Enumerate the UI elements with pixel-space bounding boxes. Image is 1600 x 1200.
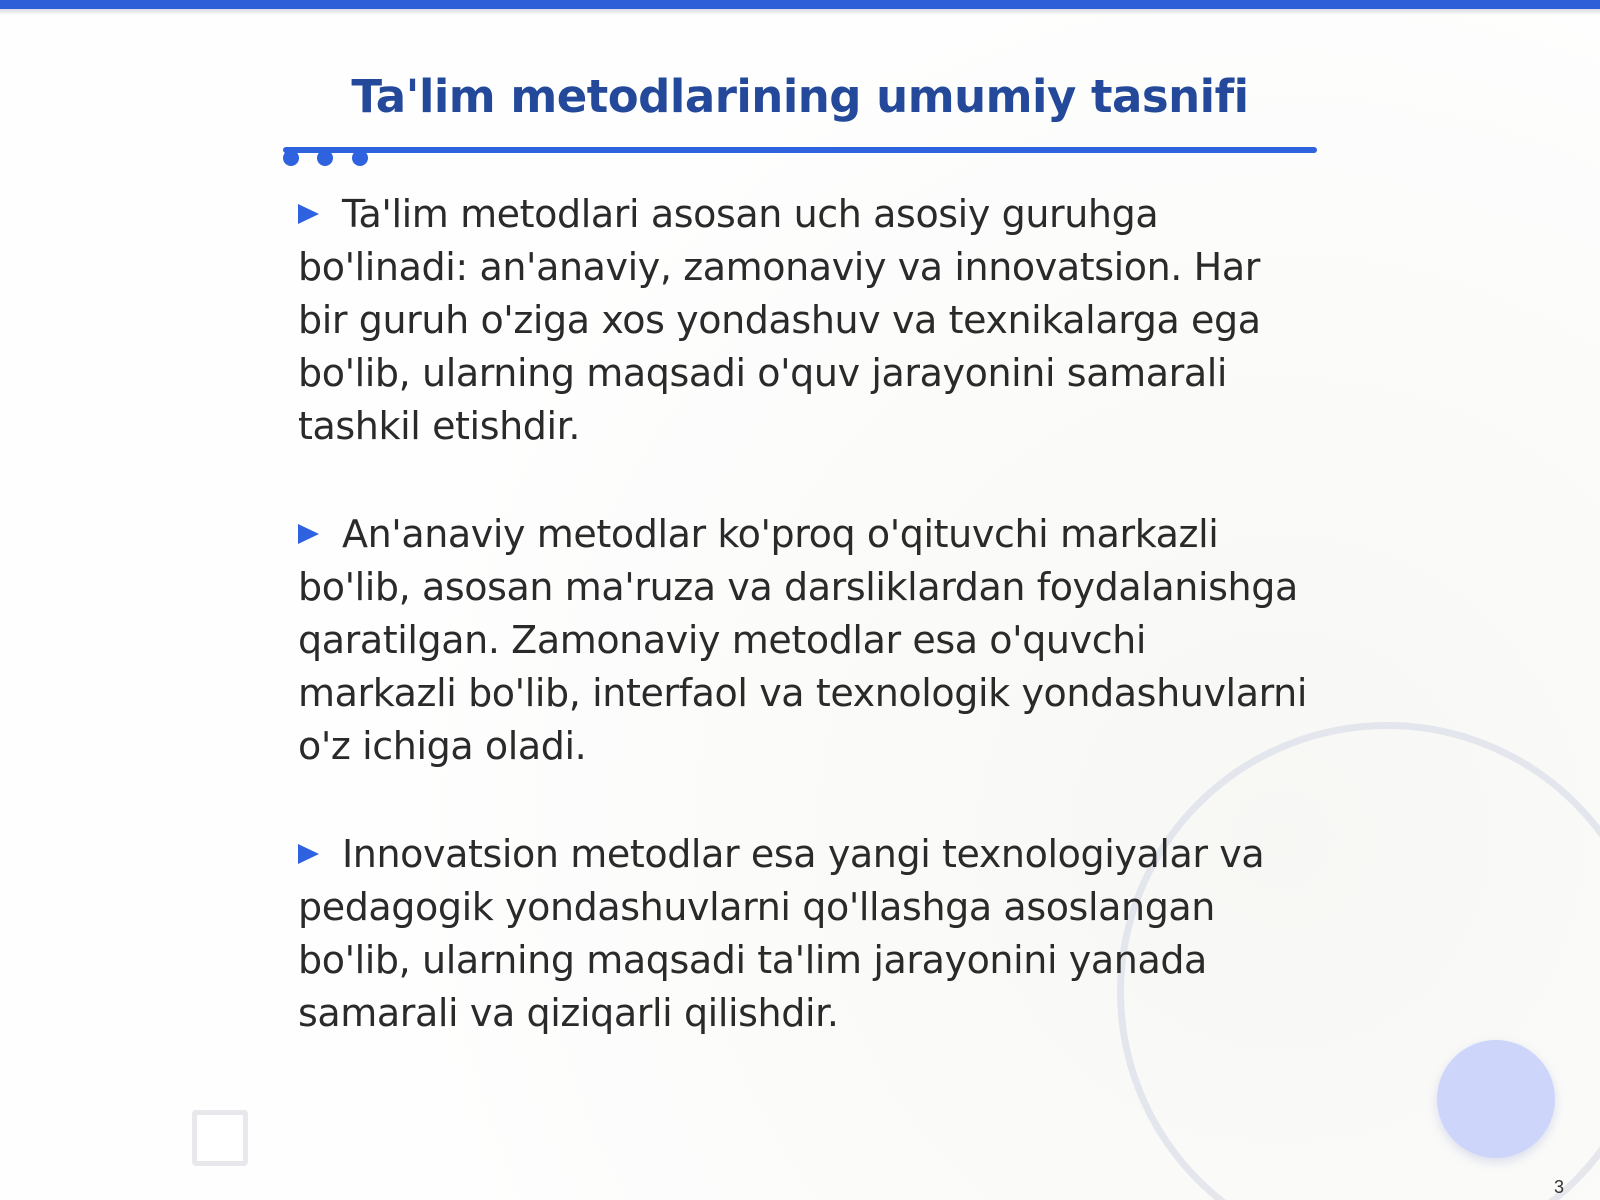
bullet-paragraph-3 [298, 828, 1308, 1040]
decorative-square [192, 1110, 248, 1166]
triangle-right-icon [298, 844, 319, 864]
top-accent-bar [0, 0, 1600, 9]
paragraph-text: Ta'lim metodlari asosan uch asosiy guruhga bo'linadi: an'anaviy, zamonaviy va innovatsion. Har bir guruh o'ziga xos yondashuv va texnikalarga ega bo'lib, ularning maqsadi o'quv jarayonini samarali tashkil etishdir. [298, 192, 1261, 448]
dot [352, 150, 368, 166]
title-underline [283, 147, 1317, 153]
bullet-paragraph-1 [298, 188, 1308, 453]
page-number: 3 [1553, 1177, 1564, 1197]
title-dots [283, 150, 373, 168]
paragraph-text: Innovatsion metodlar esa yangi texnologiyalar va pedagogik yondashuvlarni qo'llashga asoslangan bo'lib, ularning maqsadi ta'lim jarayonini yanada samarali va qiziqarli qilishdir. [298, 832, 1265, 1035]
bullet-paragraph-2 [298, 508, 1308, 773]
bullet-list [298, 188, 1308, 1095]
slide-title: Ta'lim metodlarining umumiy tasnifi [351, 70, 1249, 123]
triangle-right-icon [298, 204, 319, 224]
dot [283, 150, 299, 166]
dot [317, 150, 333, 166]
triangle-right-icon [298, 524, 319, 544]
decorative-circle [1437, 1040, 1555, 1158]
paragraph-text: An'anaviy metodlar ko'proq o'qituvchi markazli bo'lib, asosan ma'ruza va darsliklardan foydalanishga qaratilgan. Zamonaviy metodlar esa o'quvchi markazli bo'lib, interfaol va texnologik yondashuvlarni o'z ichiga oladi. [298, 512, 1307, 768]
top-bar-shadow [0, 9, 1600, 15]
